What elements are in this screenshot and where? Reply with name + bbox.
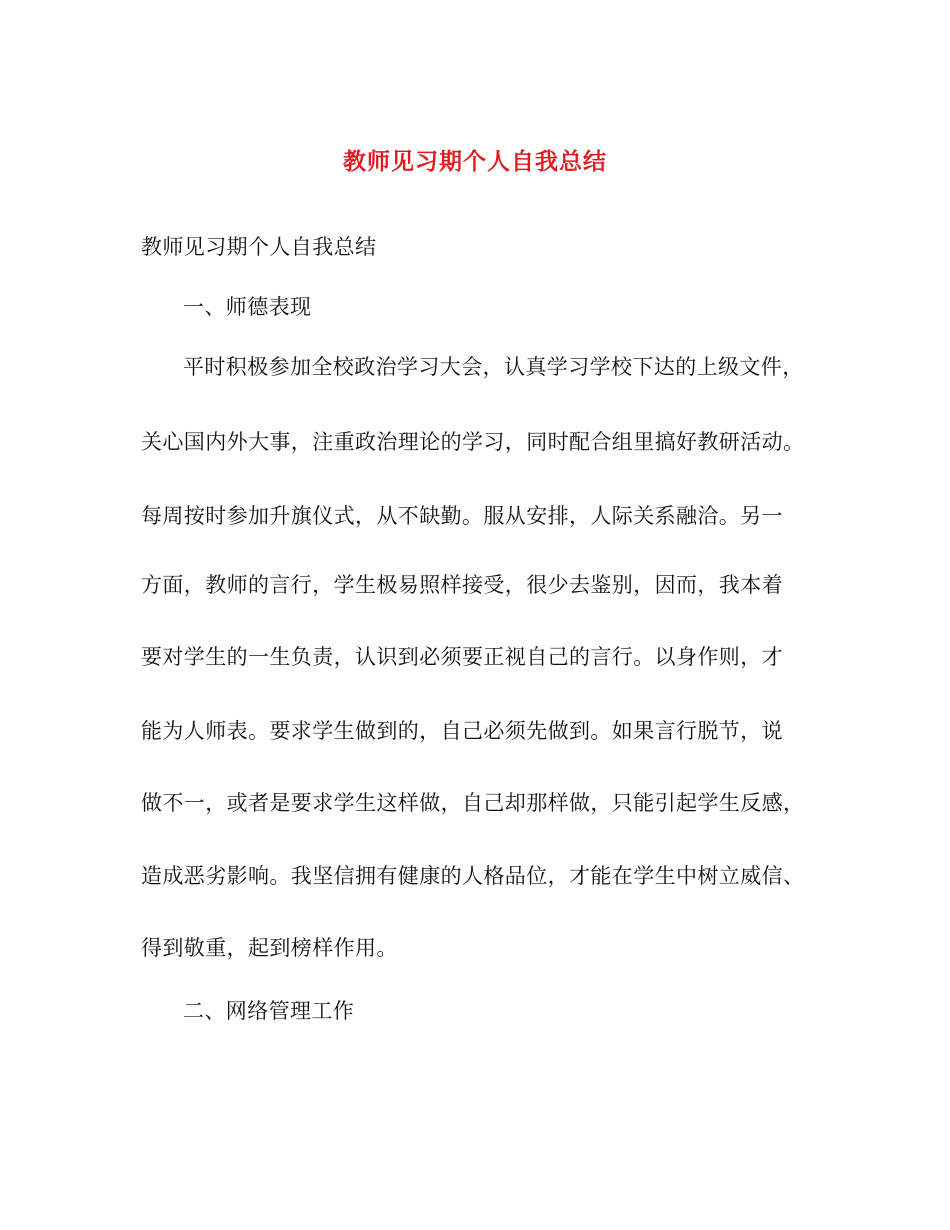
paragraph-line: 要对学生的一生负责，认识到必须要正视自己的言行。以身作则，才 xyxy=(141,645,783,669)
paragraph-line: 每周按时参加升旗仪式，从不缺勤。服从安排，人际关系融洽。另一 xyxy=(141,504,783,528)
paragraph-line: 平时积极参加全校政治学习大会，认真学习学校下达的上级文件， xyxy=(183,355,804,379)
document-subtitle: 教师见习期个人自我总结 xyxy=(141,235,377,259)
paragraph-line: 做不一，或者是要求学生这样做，自己却那样做，只能引起学生反感， xyxy=(141,791,805,815)
paragraph-line: 得到敬重，起到榜样作用。 xyxy=(141,936,398,960)
paragraph-line: 能为人师表。要求学生做到的，自己必须先做到。如果言行脱节，说 xyxy=(141,719,783,743)
paragraph-line: 关心国内外大事，注重政治理论的学习，同时配合组里搞好教研活动。 xyxy=(141,430,805,454)
section-heading-network: 二、网络管理工作 xyxy=(183,999,355,1023)
paragraph-line: 方面，教师的言行，学生极易照样接受，很少去鉴别，因而，我本着 xyxy=(141,573,783,597)
section-heading-ethics: 一、师德表现 xyxy=(183,295,312,319)
document-title: 教师见习期个人自我总结 xyxy=(343,148,607,175)
paragraph-line: 造成恶劣影响。我坚信拥有健康的人格品位，才能在学生中树立威信、 xyxy=(141,864,805,888)
